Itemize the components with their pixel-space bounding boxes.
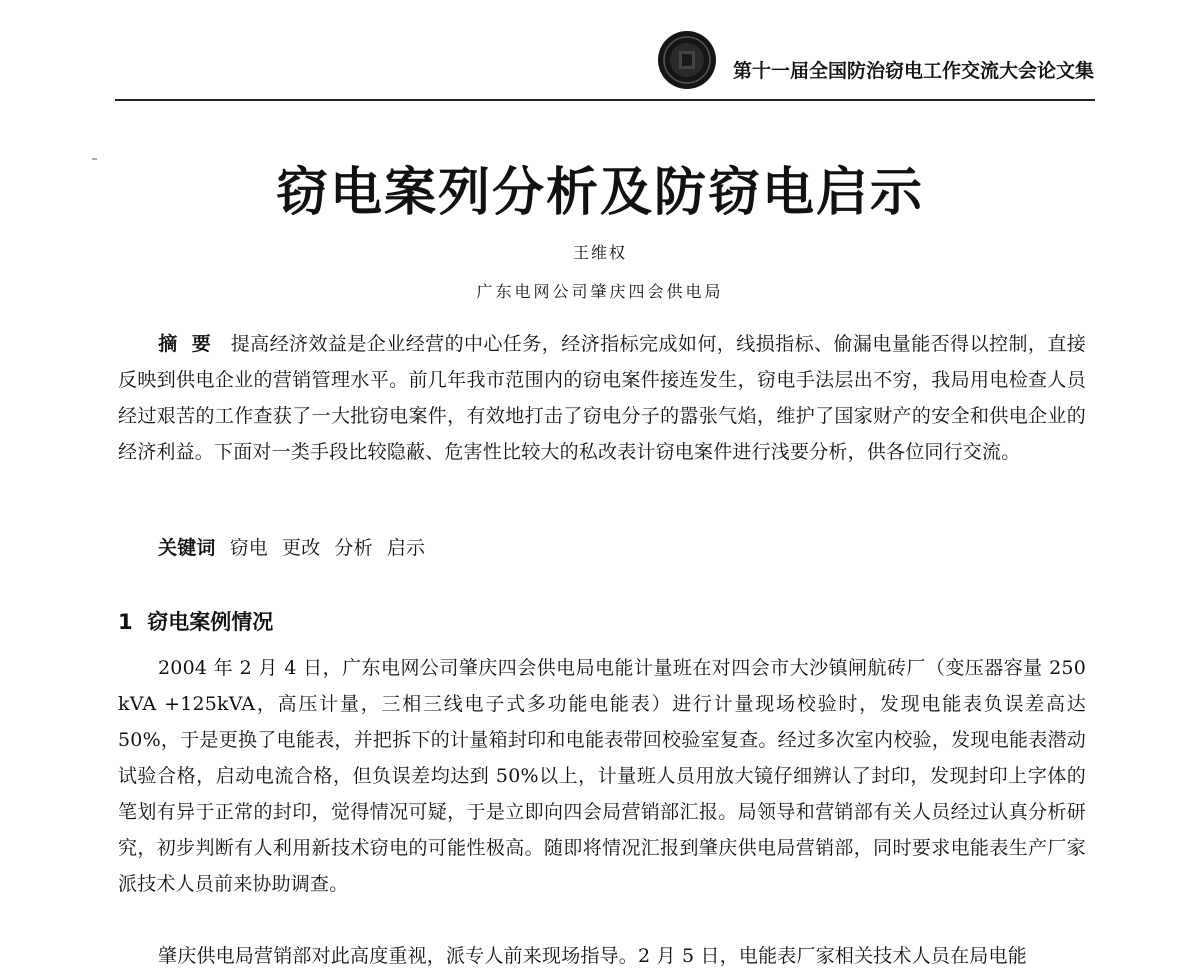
body-paragraph (118, 938, 1086, 974)
keywords-line (118, 530, 1086, 566)
keyword: 分析 (334, 537, 373, 559)
body-paragraph-text: 肇庆供电局营销部对此高度重视，派专人前来现场指导。2 月 5 日，电能表厂家相关技术人员在局电能 (158, 945, 1027, 967)
conference-seal-icon (657, 30, 717, 90)
body-paragraph-text: 2004 年 2 月 4 日，广东电网公司肇庆四会供电局电能计量班在对四会市大沙镇闸航砖厂（变压器容量 250 kVA +125kVA，高压计量，三相三线电子式多功能电能表）进行计量现场校验时，发现电能表负误差高达 50%，于是更换了电能表，并把拆下的计量箱封印和电能表带回校验室复查。经过多次室内校验，发现电能表潜动试验合格，启动电流合格，但负误差均达到 50%以上，计量班人员用放大镜仔细辨认了封印，发现封印上字体的笔划有异于正常的封印，觉得情况可疑，于是立即向四会局营销部汇报。局领导和营销部有关人员经过认真分析研究，初步判断有人利用新技术窃电的可能性极高。随即将情况汇报到肇庆供电局营销部，同时要求电能表生产厂家派技术人员前来协助调查。 (118, 657, 1086, 895)
abstract-paragraph (118, 326, 1086, 470)
author-name: 王维权 (572, 243, 627, 262)
keyword: 更改 (282, 537, 321, 559)
keyword: 启示 (386, 537, 426, 559)
running-head: 第十一届全国防治窃电工作交流大会论文集 (733, 60, 1095, 82)
abstract-label: 摘 要 (158, 333, 212, 355)
section-heading: 1 窃电案例情况 (118, 610, 274, 634)
abstract-text: 提高经济效益是企业经营的中心任务，经济指标完成如何，线损指标、偷漏电量能否得以控制，直接反映到供电企业的营销管理水平。前几年我市范围内的窃电案件接连发生，窃电手法层出不穷，我局用电检查人员经过艰苦的工作查获了一大批窃电案件，有效地打击了窃电分子的嚣张气焰，维护了国家财产的安全和供电企业的经济利益。下面对一类手段比较隐蔽、危害性比较大的私改表计窃电案件进行浅要分析，供各位同行交流。 (118, 333, 1086, 463)
author-affiliation: 广东电网公司肇庆四会供电局 (476, 282, 724, 301)
body-paragraph (118, 650, 1086, 902)
keyword: 窃电 (229, 537, 269, 559)
header-rule (115, 99, 1095, 101)
keywords-label: 关键词 (158, 537, 216, 559)
paper-title: 窃电案列分析及防窃电启示 (275, 163, 924, 223)
